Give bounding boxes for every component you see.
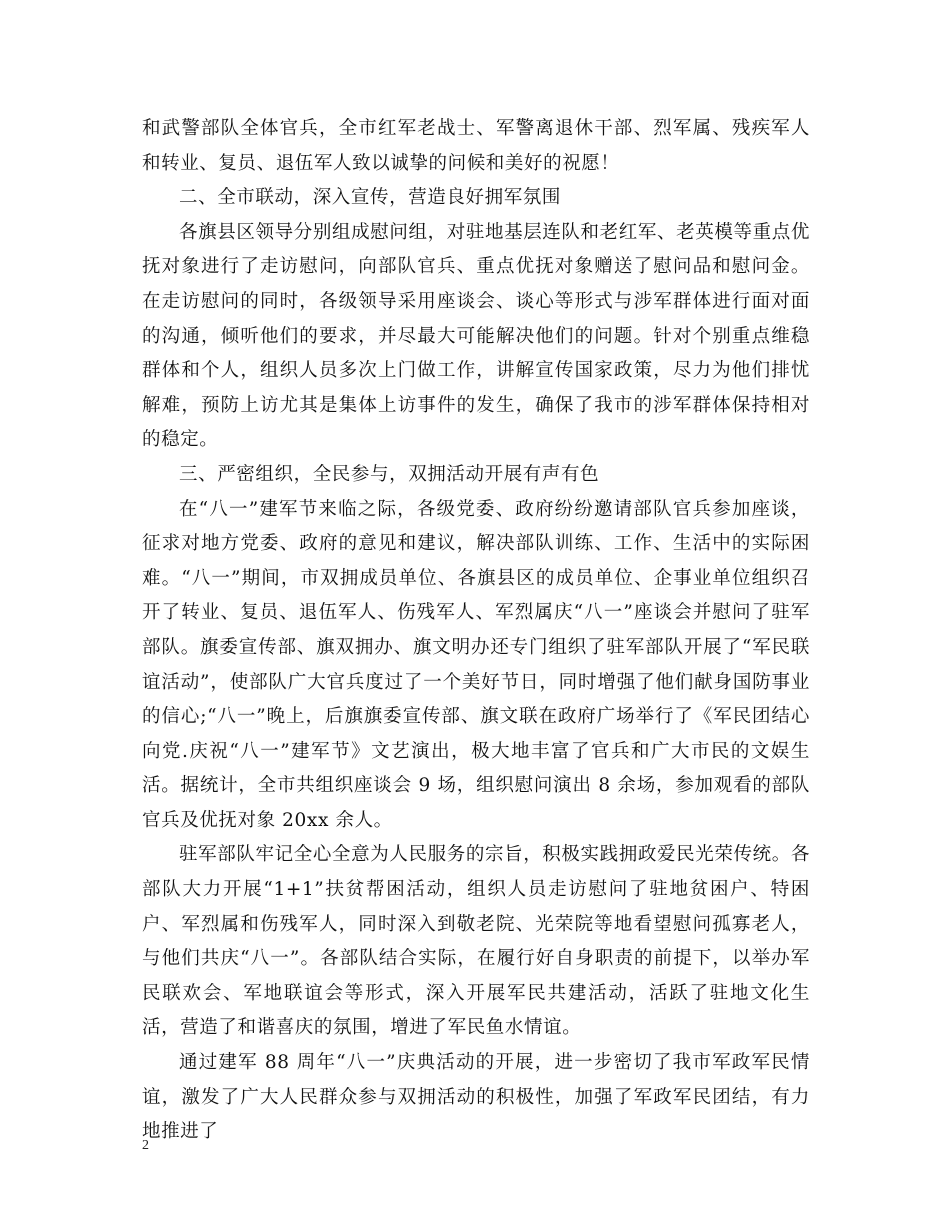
paragraph-1: 和武警部队全体官兵，全市红军老战士、军警离退休干部、烈军属、残疾军人和转业、复员、退伍军人致以诚挚的问候和美好的祝愿！ [142, 118, 810, 174]
paragraph-6: 驻军部队牢记全心全意为人民服务的宗旨，积极实践拥政爱民光荣传统。各部队大力开展“1+1”扶贫帮困活动，组织人员走访慰问了驻地贫困户、特困户、军烈属和伤残军人，同时深入到敬老院、光荣院等地看望慰问孤寡老人，与他们共庆“八一”。各部队结合实际，在履行好自身职责的前提下，以举办军民联欢会、军地联谊会等形式，深入开展军民共建活动，活跃了驻地文化生活，营造了和谐喜庆的氛围，增进了军民鱼水情谊。 [142, 844, 810, 1039]
paragraph-5: 在“八一”建军节来临之际，各级党委、政府纷纷邀请部队官兵参加座谈，征求对地方党委、政府的意见和建议，解决部队训练、工作、生活中的实际困难。“八一”期间，市双拥成员单位、各旗县区的成员单位、企事业单位组织召开了转业、复员、退伍军人、伤残军人、军烈属庆“八一”座谈会并慰问了驻军部队。旗委宣传部、旗双拥办、旗文明办还专门组织了驻军部队开展了“军民联谊活动”，使部队广大官兵度过了一个美好节日，同时增强了他们献身国防事业的信心;“八一”晚上，后旗旗委宣传部、旗文联在政府广场举行了《军民团结心向党.庆祝“八一”建军节》文艺演出，极大地丰富了官兵和广大市民的文娱生活。据统计，全市共组织座谈会 9 场，组织慰问演出 8 余场，参加观看的部队官兵及优抚对象 20xx 余人。 [142, 498, 810, 831]
section-heading-2: 二、全市联动，深入宣传，营造良好拥军氛围 [179, 187, 562, 209]
paragraph-7: 通过建军 88 周年“八一”庆典活动的开展，进一步密切了我市军政军民情谊，激发了广大人民群众参与双拥活动的积极性，加强了军政军民团结，有力地推进了 [142, 1052, 810, 1143]
paragraph-3: 各旗县区领导分别组成慰问组，对驻地基层连队和老红军、老英模等重点优抚对象进行了走访慰问，向部队官兵、重点优抚对象赠送了慰问品和慰问金。在走访慰问的同时，各级领导采用座谈会、谈心等形式与涉军群体进行面对面的沟通，倾听他们的要求，并尽最大可能解决他们的问题。针对个别重点维稳群体和个人，组织人员多次上门做工作，讲解宣传国家政策，尽力为他们排忧解难，预防上访尤其是集体上访事件的发生，确保了我市的涉军群体保持相对的稳定。 [142, 221, 810, 451]
section-heading-3: 三、严密组织，全民参与，双拥活动开展有声有色 [179, 463, 600, 485]
page-number: 2 [142, 1138, 149, 1153]
document-body [142, 112, 810, 1150]
